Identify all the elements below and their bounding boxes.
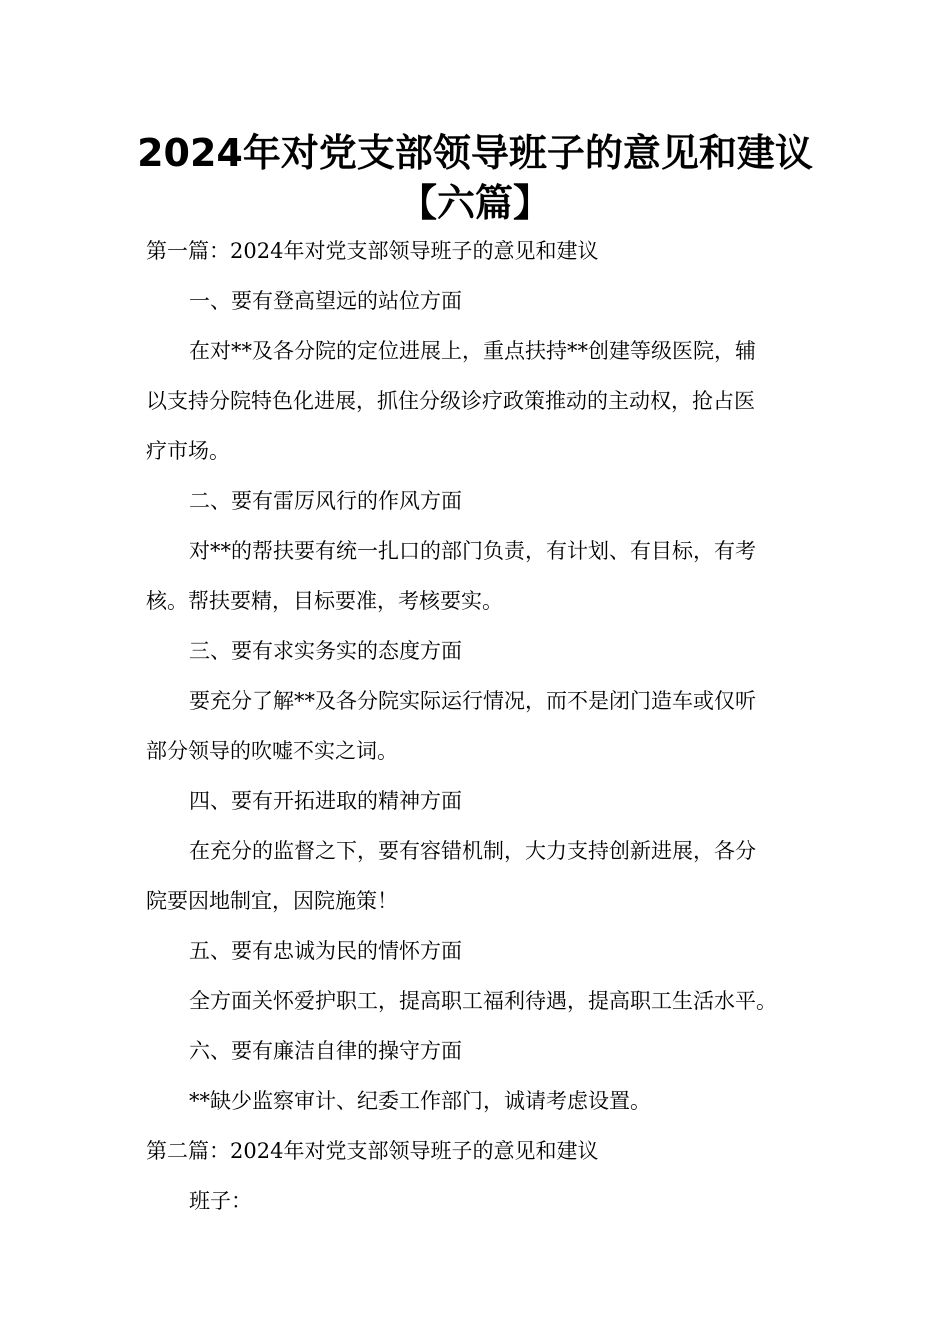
document-title-line-2: 【六篇】 [398, 181, 551, 225]
chapter-heading-1: 第一篇：2024年对党支部领导班子的意见和建议 [146, 239, 599, 263]
paragraph-line: 院要因地制宜，因院施策！ [146, 889, 398, 913]
section-heading-2: 二、要有雷厉风行的作风方面 [189, 489, 462, 513]
paragraph-line: 在对**及各分院的定位进展上，重点扶持**创建等级医院，辅 [189, 339, 756, 363]
paragraph-line: 要充分了解**及各分院实际运行情况，而不是闭门造车或仅听 [189, 689, 756, 713]
section-heading-4: 四、要有开拓进取的精神方面 [189, 789, 462, 813]
paragraph-line: 部分领导的吹嘘不实之词。 [146, 739, 398, 763]
paragraph-line: 班子： [189, 1189, 252, 1213]
section-heading-1: 一、要有登高望远的站位方面 [189, 289, 462, 313]
document-title-line-1: 2024年对党支部领导班子的意见和建议 [137, 131, 813, 175]
paragraph-line: **缺少监察审计、纪委工作部门，诚请考虑设置。 [189, 1089, 651, 1113]
paragraph-line: 全方面关怀爱护职工，提高职工福利待遇，提高职工生活水平。 [189, 989, 777, 1013]
section-heading-5: 五、要有忠诚为民的情怀方面 [189, 939, 462, 963]
paragraph-line: 在充分的监督之下，要有容错机制，大力支持创新进展，各分 [189, 839, 756, 863]
paragraph-line: 核。帮扶要精，目标要准，考核要实。 [146, 589, 503, 613]
chapter-heading-2: 第二篇：2024年对党支部领导班子的意见和建议 [146, 1139, 599, 1163]
paragraph-line: 以支持分院特色化进展，抓住分级诊疗政策推动的主动权，抢占医 [146, 389, 755, 413]
section-heading-6: 六、要有廉洁自律的操守方面 [189, 1039, 462, 1063]
section-heading-3: 三、要有求实务实的态度方面 [189, 639, 462, 663]
paragraph-line: 对**的帮扶要有统一扎口的部门负责，有计划、有目标，有考 [189, 539, 756, 563]
paragraph-line: 疗市场。 [146, 439, 230, 463]
